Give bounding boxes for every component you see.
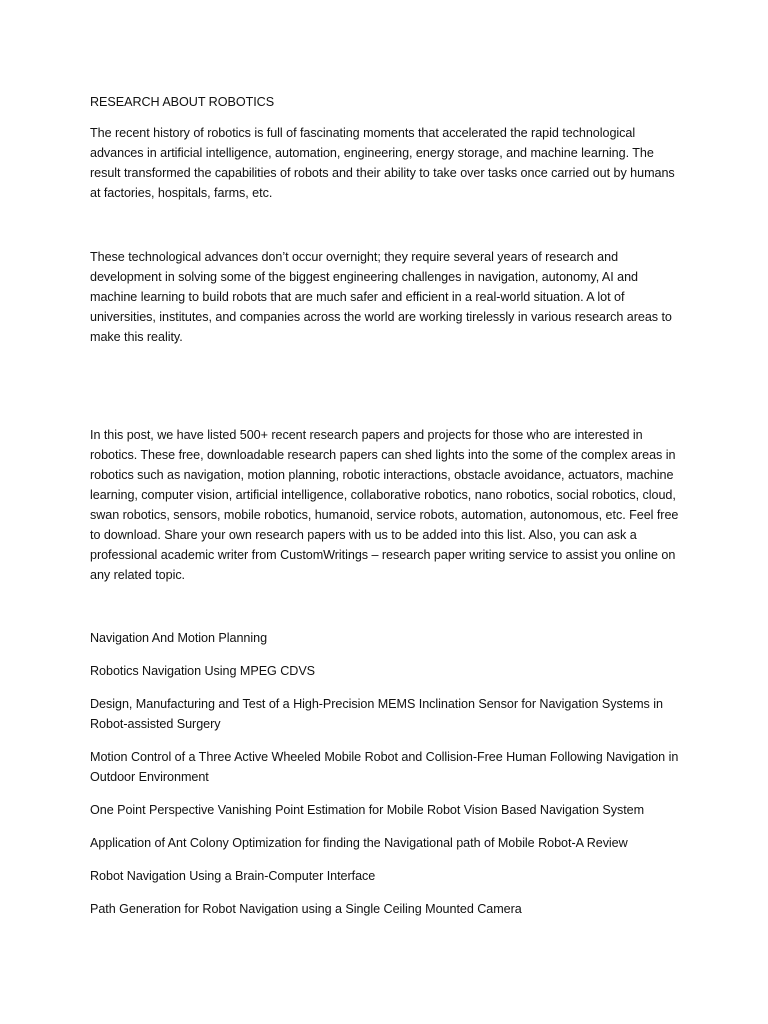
intro-paragraph: The recent history of robotics is full of fascinating moments that accelerated the rapid technological advances in artificial intelligence, automation, engineering, energy storage, and machine learning. The result transformed the capabilities of robots and their ability to take over tasks once carried out by humans at factories, hospitals, farms, etc. xyxy=(90,126,675,200)
document-title: RESEARCH ABOUT ROBOTICS xyxy=(90,95,275,109)
reference-item: Application of Ant Colony Optimization for finding the Navigational path of Mobile Robot-A Review xyxy=(90,836,628,850)
reference-item: Robot Navigation Using a Brain-Computer Interface xyxy=(90,869,376,883)
reference-item: One Point Perspective Vanishing Point Estimation for Mobile Robot Vision Based Navigation System xyxy=(90,803,645,817)
section-heading: Navigation And Motion Planning xyxy=(90,631,268,645)
advances-paragraph: These technological advances don’t occur overnight; they require several years of research and development in solving some of the biggest engineering challenges in navigation, autonomy, AI and machine learning to build robots that are much safer and efficient in a real-world situation. A lot of universities, institutes, and companies across the world are working tirelessly in various research areas to make this reality. xyxy=(90,250,672,344)
reference-item: Robotics Navigation Using MPEG CDVS xyxy=(90,664,316,678)
navigation-reference-list xyxy=(90,628,680,919)
reference-item: Motion Control of a Three Active Wheeled Mobile Robot and Collision-Free Human Following Navigation in Outdoor Environment xyxy=(90,750,679,784)
reference-item: Design, Manufacturing and Test of a High-Precision MEMS Inclination Sensor for Navigation Systems in Robot-assisted Surgery xyxy=(90,697,663,731)
post-summary-paragraph: In this post, we have listed 500+ recent research papers and projects for those who are interested in robotics. These free, downloadable research papers can shed lights into the some of the complex areas in robotics such as navigation, motion planning, robotic interactions, obstacle avoidance, actuators, machine learning, computer vision, artificial intelligence, collaborative robotics, nano robotics, social robotics, cloud, swan robotics, sensors, mobile robotics, humanoid, service robots, automation, autonomous, etc. Feel free to download. Share your own research papers with us to be added into this list. Also, you can ask a professional academic writer from CustomWritings – research paper writing service to assist you online on any related topic. xyxy=(90,428,679,582)
reference-item: Path Generation for Robot Navigation using a Single Ceiling Mounted Camera xyxy=(90,902,522,916)
document-body xyxy=(90,92,680,932)
